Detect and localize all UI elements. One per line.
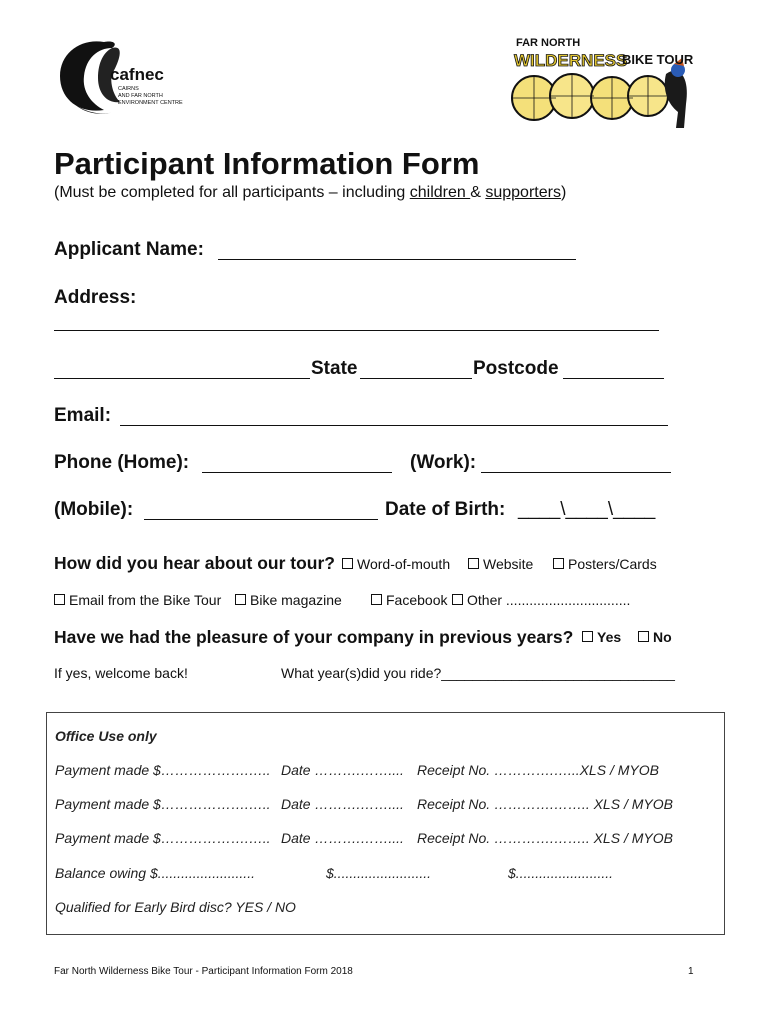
children-link: children xyxy=(409,184,471,201)
page-number: 1 xyxy=(688,966,694,977)
receipt-no-3: Receipt No. ………….…….. XLS / MYOB xyxy=(417,830,673,846)
state-label: State xyxy=(311,358,358,379)
payment-made-2: Payment made $……………….….. xyxy=(55,796,271,812)
option-yes[interactable]: Yes xyxy=(582,629,621,645)
bike-tour-logo xyxy=(508,34,698,128)
year-ride-field[interactable]: What year(s)did you ride?______________________________ xyxy=(281,665,675,681)
payment-date-2: Date ……….…….... xyxy=(281,796,404,812)
option-no[interactable]: No xyxy=(638,629,672,645)
address-label: Address: xyxy=(54,287,137,308)
checkbox[interactable] xyxy=(371,594,382,605)
email-label: Email: xyxy=(54,405,112,426)
svg-text:BIKE TOUR: BIKE TOUR xyxy=(622,52,694,67)
receipt-no-2: Receipt No. ………….…….. XLS / MYOB xyxy=(417,796,673,812)
option-word-of-mouth[interactable]: Word-of-mouth xyxy=(342,556,450,572)
option-facebook[interactable]: Facebook xyxy=(371,592,447,608)
applicant-name-label: Applicant Name: xyxy=(54,239,204,260)
cafnec-logo xyxy=(52,34,202,120)
phone-home-field[interactable] xyxy=(202,472,392,473)
dob-label: Date of Birth: xyxy=(385,499,506,520)
checkbox[interactable] xyxy=(553,558,564,569)
checkbox[interactable] xyxy=(452,594,463,605)
checkbox[interactable] xyxy=(235,594,246,605)
option-bike-magazine[interactable]: Bike magazine xyxy=(235,592,342,608)
svg-text:CAIRNS: CAIRNS xyxy=(118,86,139,92)
svg-text:WILDERNESS: WILDERNESS xyxy=(514,51,628,70)
payment-made-1: Payment made $……………….….. xyxy=(55,762,271,778)
option-posters-cards[interactable]: Posters/Cards xyxy=(553,556,657,572)
footer-text: Far North Wilderness Bike Tour - Participant Information Form 2018 xyxy=(54,966,353,977)
svg-text:cafnec: cafnec xyxy=(110,65,164,84)
phone-work-label: (Work): xyxy=(410,452,477,473)
hear-about-question: How did you hear about our tour? xyxy=(54,553,335,573)
welcome-back-text: If yes, welcome back! xyxy=(54,665,188,681)
balance-owing: Balance owing $......................... xyxy=(55,865,255,881)
option-email-bike-tour[interactable]: Email from the Bike Tour xyxy=(54,592,221,608)
receipt-no-1: Receipt No. ………….…...XLS / MYOB xyxy=(417,762,659,778)
supporters-link: supporters xyxy=(485,184,561,201)
mobile-field[interactable] xyxy=(144,519,378,520)
phone-home-label: Phone (Home): xyxy=(54,452,190,473)
previous-years-question: Have we had the pleasure of your company in previous years? xyxy=(54,627,574,647)
checkbox[interactable] xyxy=(342,558,353,569)
address-line-1[interactable] xyxy=(54,330,659,331)
page-title: Participant Information Form xyxy=(54,146,480,181)
balance-2: $......................... xyxy=(326,865,432,881)
dob-field[interactable]: ____\____\____ xyxy=(518,499,656,520)
postcode-field[interactable] xyxy=(563,378,664,379)
mobile-label: (Mobile): xyxy=(54,499,134,520)
balance-3: $......................... xyxy=(508,865,614,881)
state-field[interactable] xyxy=(360,378,472,379)
svg-text:ENVIRONMENT CENTRE: ENVIRONMENT CENTRE xyxy=(118,100,183,106)
phone-work-field[interactable] xyxy=(481,472,671,473)
checkbox[interactable] xyxy=(54,594,65,605)
address-line-2[interactable] xyxy=(54,378,310,379)
early-bird-line: Qualified for Early Bird disc? YES / NO xyxy=(55,899,296,915)
payment-date-3: Date ……….…….... xyxy=(281,830,404,846)
email-field[interactable] xyxy=(120,425,668,426)
checkbox[interactable] xyxy=(468,558,479,569)
svg-text:AND FAR NORTH: AND FAR NORTH xyxy=(118,93,163,99)
checkbox[interactable] xyxy=(582,631,593,642)
option-website[interactable]: Website xyxy=(468,556,533,572)
payment-made-3: Payment made $……………….….. xyxy=(55,830,271,846)
office-use-heading: Office Use only xyxy=(55,728,157,744)
svg-text:FAR NORTH: FAR NORTH xyxy=(516,37,581,49)
payment-date-1: Date ……….…….... xyxy=(281,762,404,778)
checkbox[interactable] xyxy=(638,631,649,642)
postcode-label: Postcode xyxy=(473,358,559,379)
applicant-name-field[interactable] xyxy=(218,259,576,260)
option-other[interactable]: Other ................................ xyxy=(452,592,630,608)
form-subtitle: (Must be completed for all participants – including children & supporters) xyxy=(54,184,567,201)
